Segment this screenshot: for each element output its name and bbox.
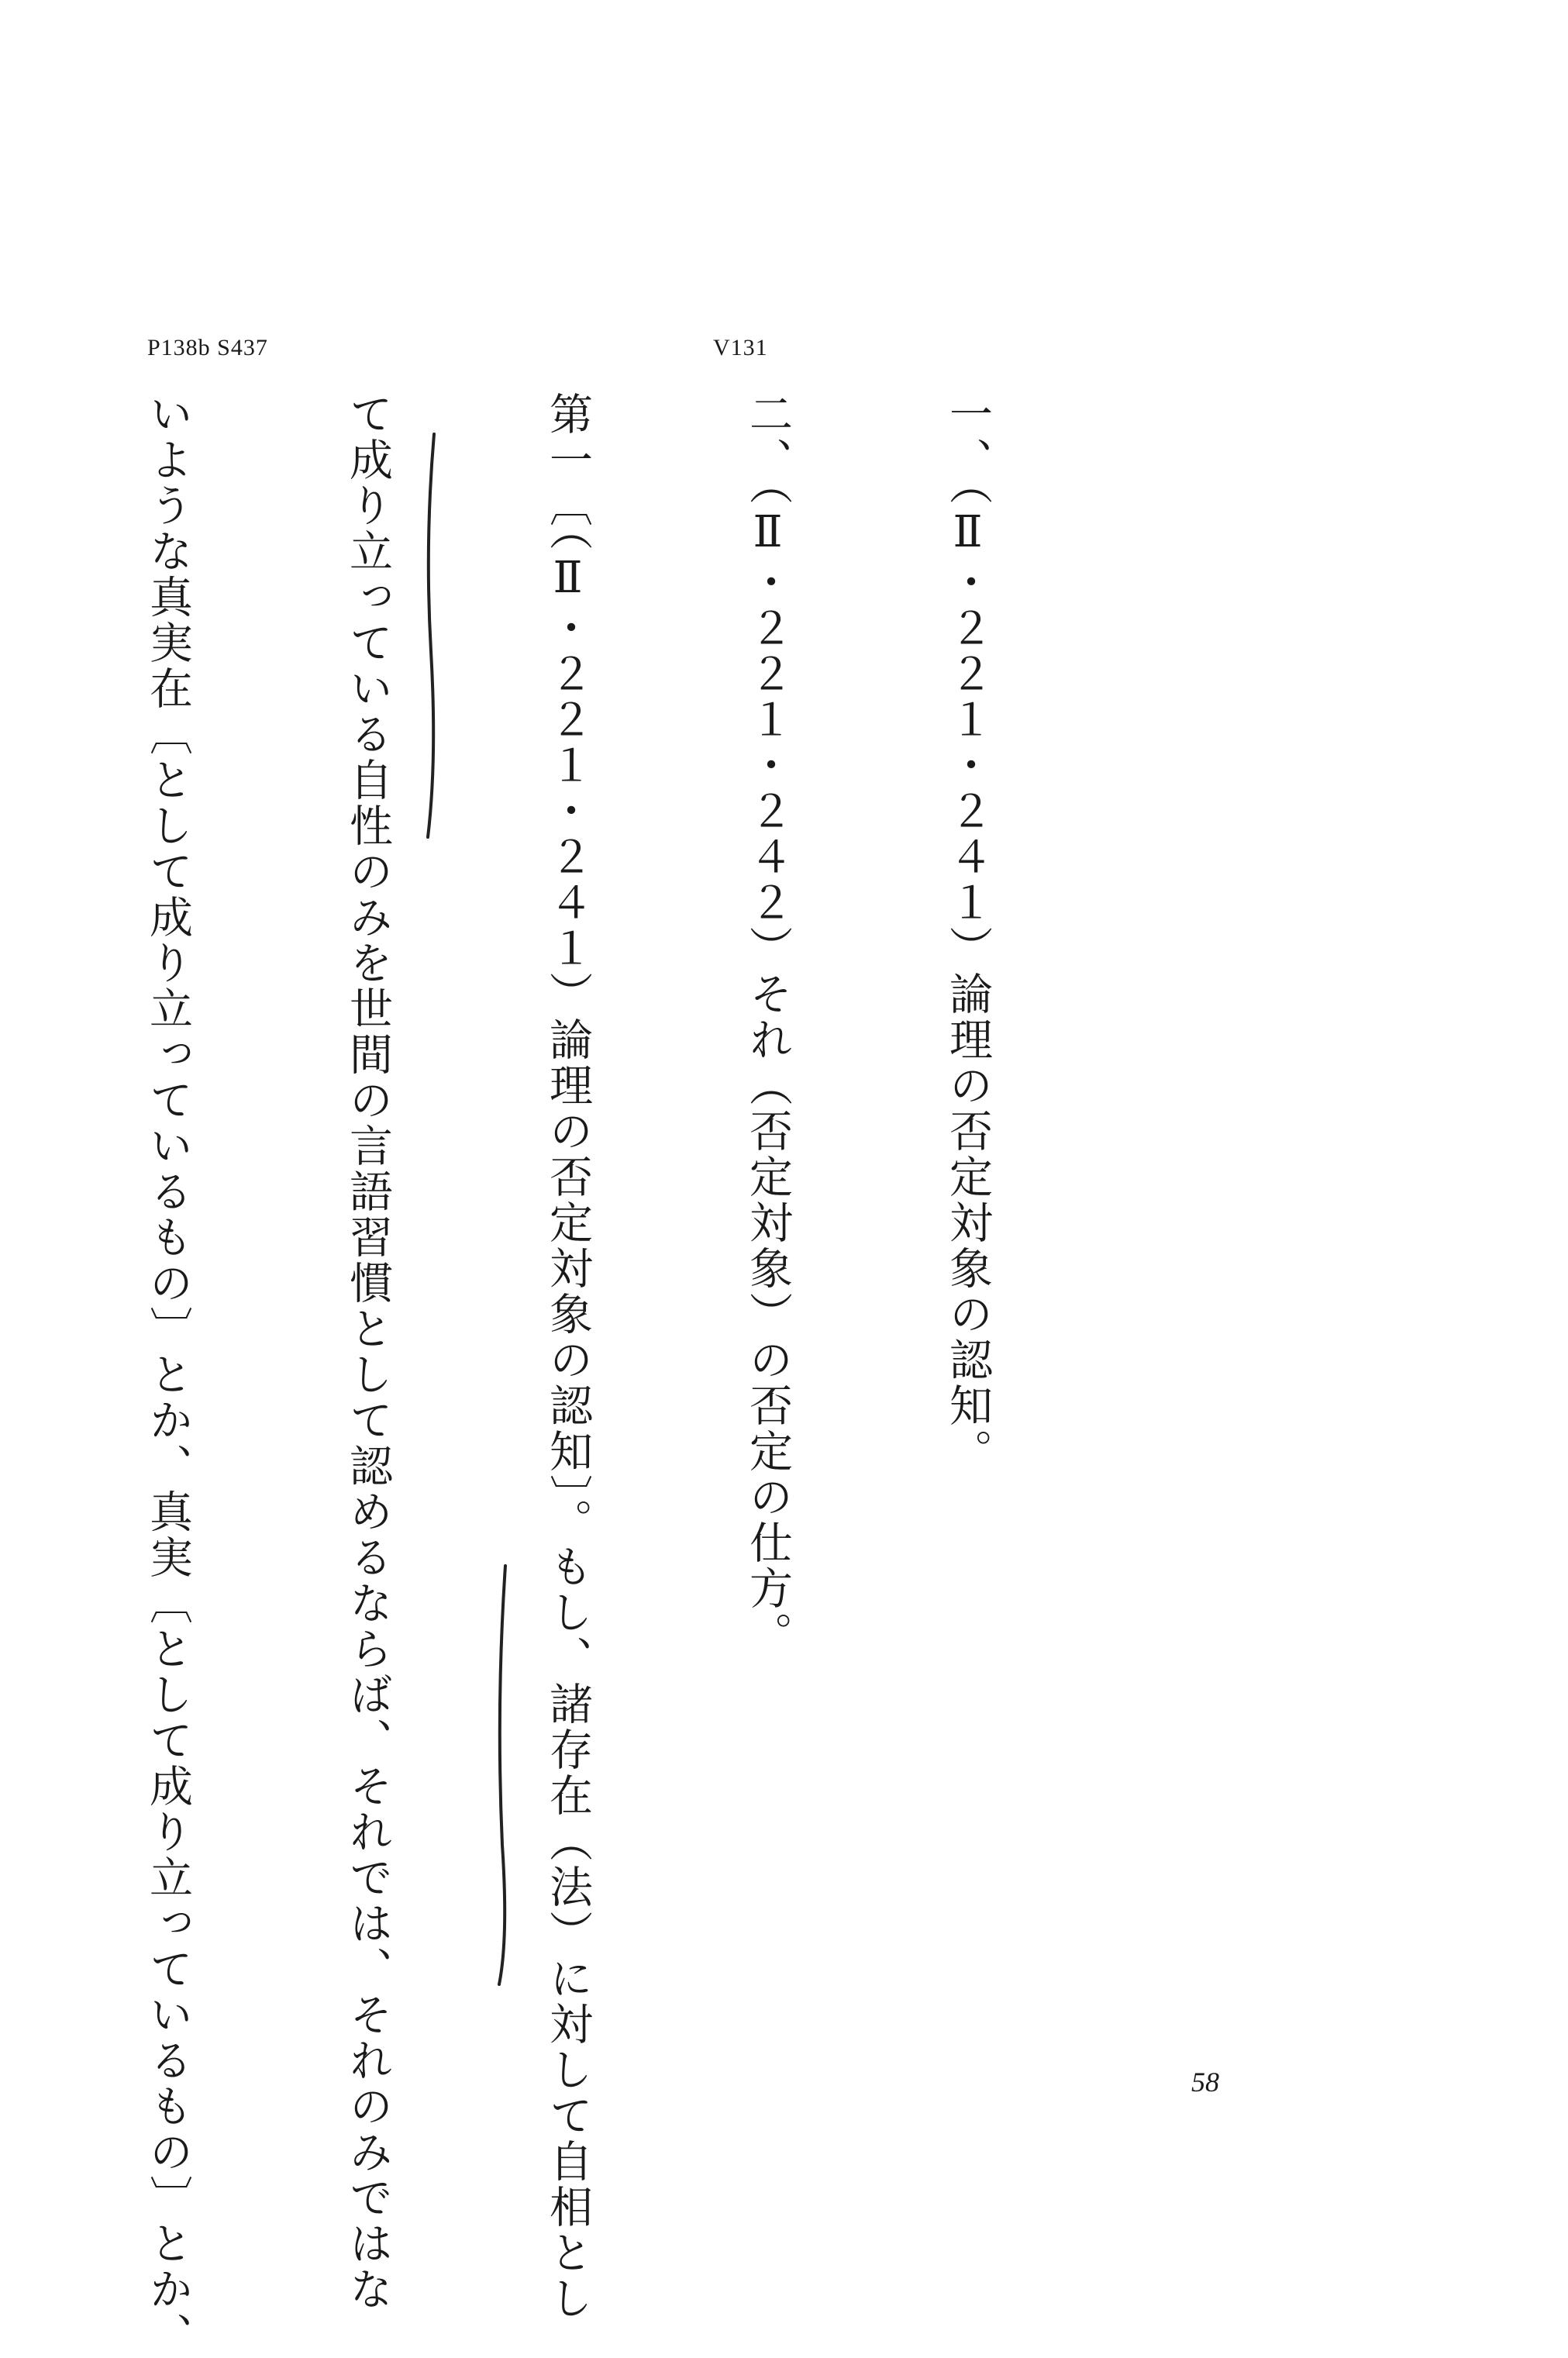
text-column: いような真実在〔として成り立っているもの〕とか、真実〔として成り立っているもの〕とか、 [143,391,193,2358]
text-column: 二、（Ⅱ・２２１・２４２）それ（否定対象）の否定の仕方。 [743,391,793,1657]
page-reference-mid: V131 [713,335,768,360]
vertical-body-text [143,391,1134,2358]
page-reference-left: P138b S437 [147,335,268,360]
page-number: 58 [1191,2067,1219,2098]
text-column: て成り立っている自性のみを世間の言語習慣として認めるならば、それでは、それのみではな [343,391,393,2312]
text-column [0,391,1,2058]
text-column: 第一〔（Ⅱ・２２１・２４１）論理の否定対象の認知〕。もし、諸存在（法）に対して自相とし [543,391,593,2322]
text-column: 一、（Ⅱ・２２１・２４１）論理の否定対象の認知。 [943,391,993,1474]
